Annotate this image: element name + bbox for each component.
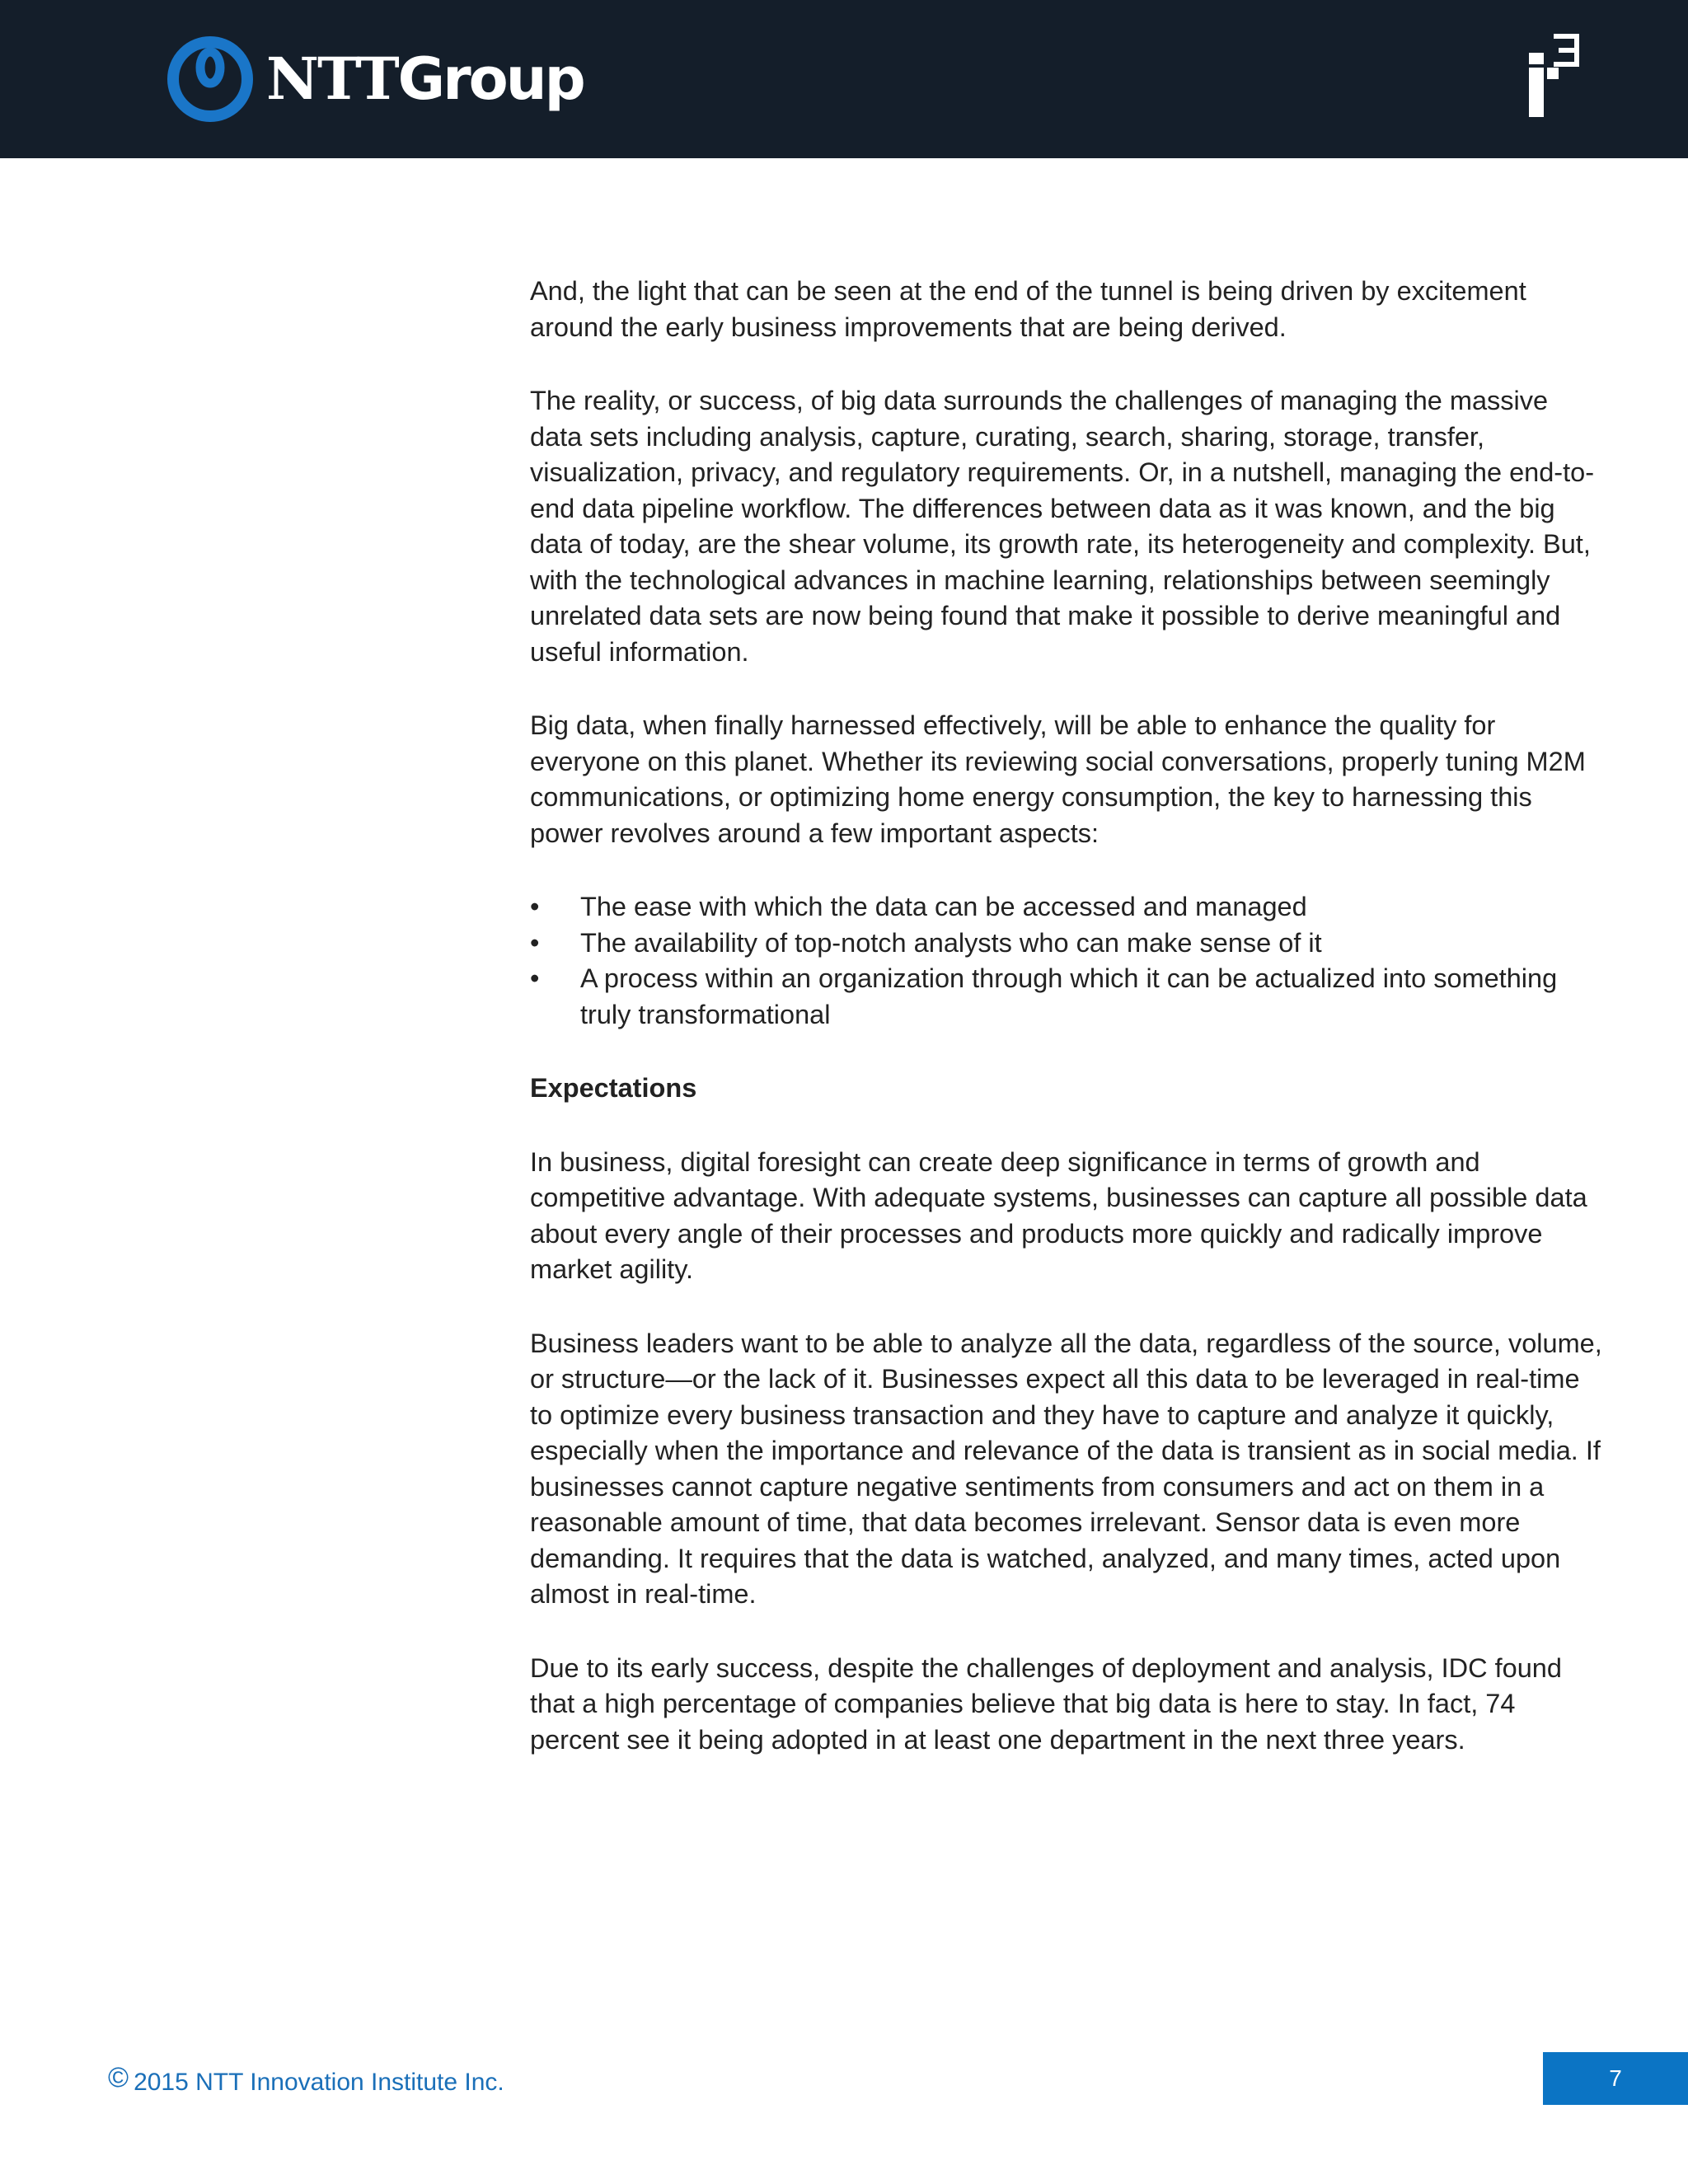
list-item-text: The availability of top-notch analysts who can make sense of it	[580, 927, 1322, 958]
document-body	[530, 274, 1603, 1796]
aspects-list	[530, 889, 1603, 1033]
list-item	[530, 961, 1603, 1033]
footer-copyright	[108, 2064, 504, 2099]
logo-wordmark	[266, 45, 584, 113]
paragraph: Due to its early success, despite the challenges of deployment and analysis, IDC found that a high percentage of companies believe that big data is here to stay. In fact, 74 percent see it being adopted in at least one department in the next three years.	[530, 1652, 1562, 1755]
copyright-icon: ©	[108, 2062, 129, 2093]
section-heading: Expectations	[530, 1073, 697, 1103]
paragraph: Big data, when finally harnessed effectively, will be able to enhance the quality for everyone on this planet. Whether its reviewing social conversations, properly tuning M2M communications, or optimizing home energy consumption, the key to harnessing this power revolves around a few important aspects:	[530, 710, 1586, 848]
list-item-text: The ease with which the data can be accessed and managed	[580, 892, 1307, 921]
bullet-icon: •	[530, 892, 540, 921]
list-item-text: A process within an organization through which it can be actualized into something truly transformational	[580, 963, 1558, 1029]
paragraph: Business leaders want to be able to analyze all the data, regardless of the source, volume, or structure—or the lack of it. Businesses expect all this data to be leveraged in real-time to optimize every business transaction and they have to capture and analyze it quickly, especially when the importance and relevance of the data is transient as in social media. If businesses cannot capture negative sentiments from consumers and act on them in a reasonable amount of time, that data becomes irrelevant. Sensor data is even more demanding. It requires that the data is watched, analyzed, and many times, acted upon almost in real-time.	[530, 1328, 1602, 1609]
logo-text-ntt: NTT	[266, 45, 398, 113]
copyright-text: 2015 NTT Innovation Institute Inc.	[134, 2069, 504, 2096]
bullet-icon: •	[530, 927, 540, 958]
list-item	[530, 926, 1603, 962]
ntt-logo-icon	[167, 36, 253, 122]
paragraph: In business, digital foresight can create deep significance in terms of growth and competitive advantage. With adequate systems, businesses can capture all possible data about every angle of their processes and products more quickly and radically improve market agility.	[530, 1146, 1587, 1284]
page-number: 7	[1543, 2052, 1688, 2105]
i3-logo-icon	[1529, 31, 1580, 117]
logo-text-group: Group	[397, 45, 584, 113]
paragraph: And, the light that can be seen at the end of the tunnel is being driven by excitement around the early business improvements that are being derived.	[530, 276, 1526, 342]
bullet-icon: •	[530, 963, 540, 993]
list-item	[530, 889, 1603, 926]
page-header	[0, 0, 1688, 158]
paragraph: The reality, or success, of big data surrounds the challenges of managing the massive data sets including analysis, capture, curating, search, sharing, storage, transfer, visualization, privacy, and regulatory requirements. Or, in a nutshell, managing the end-to-end data pipeline workflow. The differences between data as it was known, and the big data of today, are the shear volume, its growth rate, its heterogeneity and complexity. But, with the technological advances in machine learning, relationships between seemingly unrelated data sets are now being found that make it possible to derive meaningful and useful information.	[530, 386, 1595, 667]
ntt-group-logo	[167, 36, 584, 122]
